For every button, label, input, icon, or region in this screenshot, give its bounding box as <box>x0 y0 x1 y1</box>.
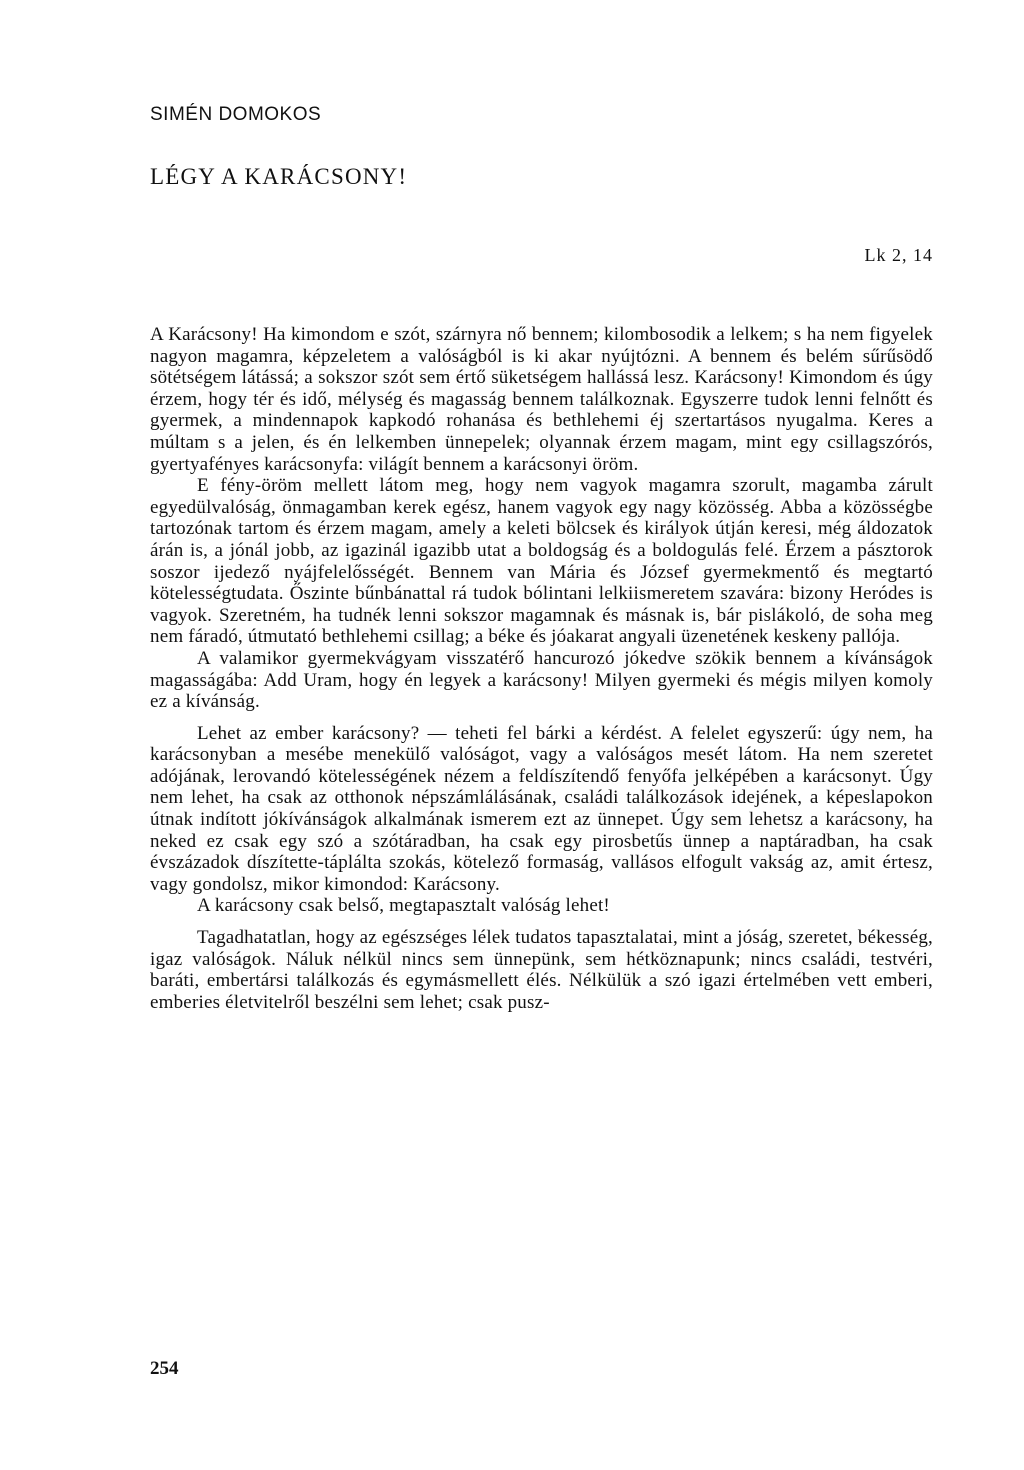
paragraph: Lehet az ember karácsony? — teheti fel bárki a kérdést. A felelet egyszerű: úgy nem, ha karácsonyban a mesébe menekülő valóságot, vagy a valóságos mesét látom. Ha nem szeretet adójának, lerovandó kötelességének nézem a feldíszítendő fenyőfa jelképében a karácsonyt. Úgy nem lehet, ha csak az otthonok népszámlálásának, családi találkozások idejének, a képeslapokon útnak indított jókívánságok alkalmának ismerem ezt az ünnepet. Úgy sem lehetsz a karácsony, ha neked ez csak egy szó a szótáradban, ha csak egy pirosbetűs ünnep a naptáradban, ha csak évszázadok díszítette-táplálta szokás, kötelező formaság, vallásos elfogult vakság az, amit értesz, vagy gondolsz, mikor kimondod: Karácsony. <box>150 722 933 895</box>
paragraph: Tagadhatatlan, hogy az egészséges lélek tudatos tapasztalatai, mint a jóság, szeretet, békesség, igaz valóságok. Náluk nélkül nincs sem ünnepünk, sem hétköznapunk; nincs családi, testvéri, baráti, embertársi találkozás és egymásmellett élés. Nélkülük a szó igazi értelmében vett emberi, emberies életvitelről beszélni sem lehet; csak pusz- <box>150 927 933 1013</box>
article-title: LÉGY A KARÁCSONY! <box>150 164 408 189</box>
paragraph: A Karácsony! Ha kimondom e szót, szárnyra nő bennem; kilombosodik a lelkem; s ha nem figyelek nagyon magamra, képzeletem a valóságból is ki akar nyújtózni. A bennem és belém sűrűsödő sötétségem látássá; a sokszor szót sem értő süketségem hallássá lesz. Karácsony! Kimondom és úgy érzem, hogy tér és idő, mélység és magasság bennem találkoznak. Egyszerre tudok lenni felnőtt és gyermek, a mindennapok kapkodó rohanása és bethlehemi éj szertartásos nyugalma. Keres a múltam s a jelen, és én lelkemben ünnepelek; olyannak érzem magam, mint egy csillagszórós, gyertyafényes karácsonyfa: világít bennem a karácsonyi öröm. <box>150 324 933 475</box>
author-name: SIMÉN DOMOKOS <box>150 104 322 125</box>
paragraph: A valamikor gyermekvágyam visszatérő hancurozó jókedve szökik bennem a kívánságok magasságába: Add Uram, hogy én legyek a karácsony! Milyen gyermeki és mégis milyen komoly ez a kívánság. <box>150 647 933 713</box>
page-number: 254 <box>150 1358 179 1379</box>
paragraph: E fény-öröm mellett látom meg, hogy nem vagyok magamra szorult, magamba zárult egyedülvalóság, önmagamban kerek egész, hanem vagyok egy nagy közösség. Abba a közösségbe tartozónak tartom és érzem magam, amely a keleti bölcsek és királyok útján keresi, még áldozatok árán is, a jónál jobb, az igazinál igazibb utat a boldogság és a boldogulás felé. Érzem a pásztorok soszor ijedező nyájfelelősségét. Bennem van Mária és József gyermekmentő és megtartó kötelességtudata. Őszinte bűnbánattal rá tudok bólintani lelkiismeretem szavára: bizony Heródes is vagyok. Szeretném, ha tudnék lenni sokszor magamnak és másnak is, bár pislákoló, de soha meg nem fáradó, útmutató bethlehemi csillag; a béke és jóakarat angyali üzenetének keskeny pallója. <box>150 475 933 648</box>
article-body <box>150 324 933 1013</box>
paragraph: A karácsony csak belső, megtapasztalt valóság lehet! <box>197 895 610 917</box>
scripture-reference: Lk 2, 14 <box>864 245 933 265</box>
